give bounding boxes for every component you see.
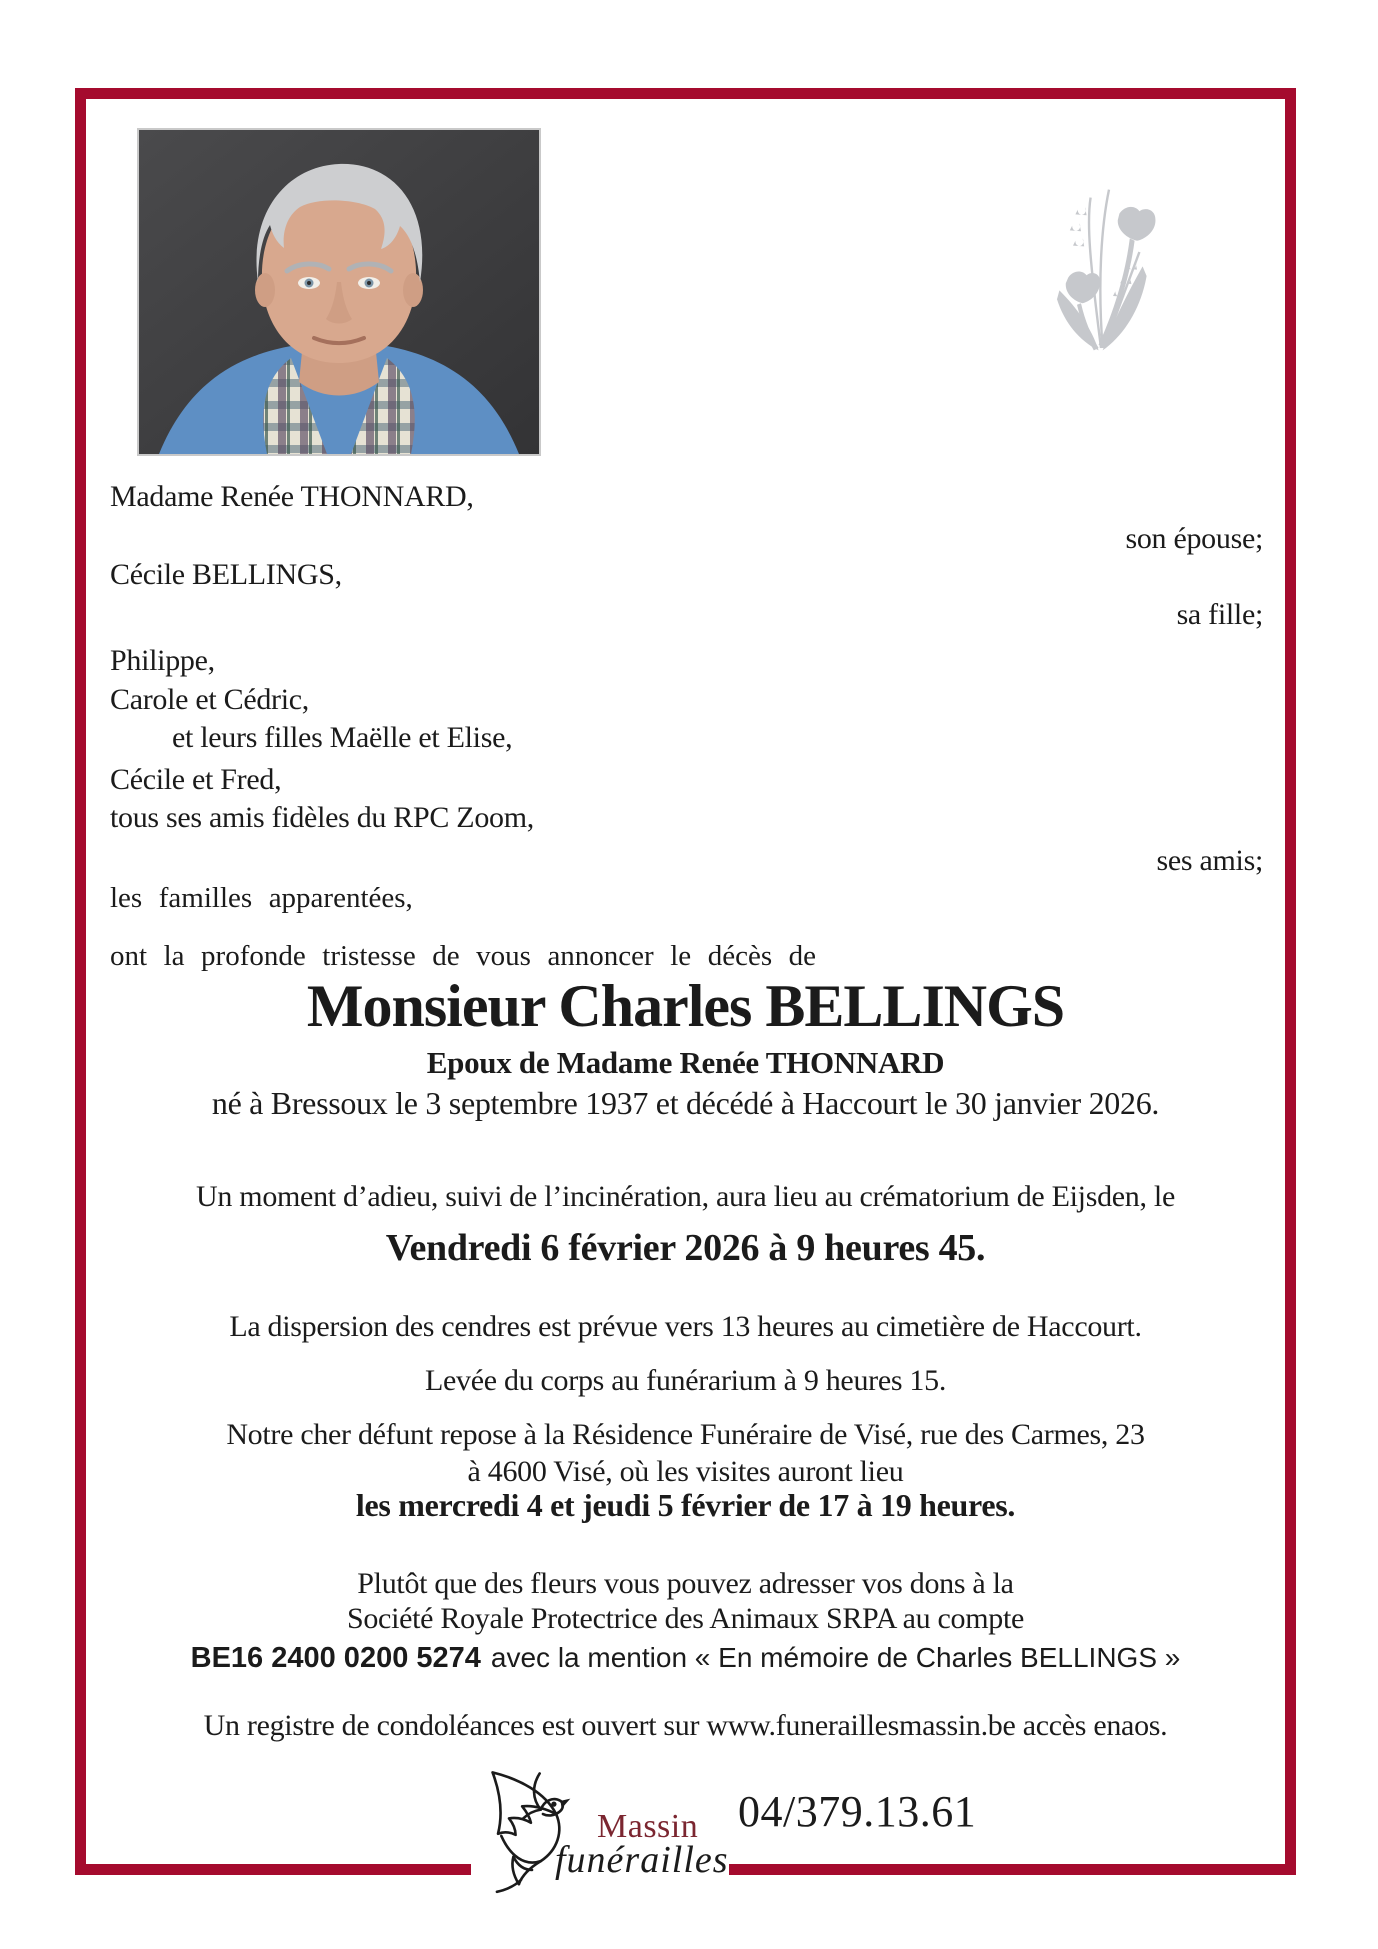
birth-death-line: né à Bressoux le 3 septembre 1937 et décédé à Haccourt le 30 janvier 2026.	[211, 1085, 1160, 1121]
register-line: Un registre de condoléances est ouvert sur www.funeraillesmassin.be accès enaos.	[203, 1709, 1168, 1742]
funeral-home-logo	[471, 1766, 729, 1896]
portrait-photo	[137, 128, 541, 456]
phone-number: 04/379.13.61	[738, 1787, 977, 1836]
account-line	[86, 1643, 1285, 1675]
repose-line-2: à 4600 Visé, où les visites auront lieu	[467, 1455, 904, 1488]
relation-label: sa fille;	[1176, 598, 1263, 631]
relative-line: Philippe,	[110, 644, 215, 677]
relative-line: tous ses amis fidèles du RPC Zoom,	[110, 801, 534, 834]
relative-line: Carole et Cédric,	[110, 683, 309, 716]
spouse-line: Epoux de Madame Renée THONNARD	[426, 1045, 945, 1080]
repose-line-1: Notre cher défunt repose à la Résidence Funéraire de Visé, rue des Carmes, 23	[226, 1418, 1145, 1451]
intro-line: ont la profonde tristesse de vous annoncer le décès de	[110, 940, 817, 972]
visits-line: les mercredi 4 et jeudi 5 février de 17 à 19 heures.	[355, 1487, 1016, 1523]
relation-label: son épouse;	[1125, 522, 1263, 555]
brand-name: Massin	[597, 1808, 699, 1845]
brand-subtitle: funérailles	[555, 1839, 729, 1881]
ceremony-intro-line: Un moment d’adieu, suivi de l’incinération, aura lieu au crématorium de Eijsden, le	[196, 1180, 1175, 1213]
donation-line-1: Plutôt que des fleurs vous pouvez adresser vos dons à la	[357, 1567, 1014, 1600]
relative-line: et leurs filles Maëlle et Elise,	[172, 721, 513, 754]
portrait-illustration	[139, 130, 539, 454]
relative-line: Cécile BELLINGS,	[110, 558, 342, 591]
relative-line: Cécile et Fred,	[110, 763, 282, 796]
relation-label: ses amis;	[1156, 844, 1263, 877]
ashes-line: La dispersion des cendres est prévue vers 13 heures au cimetière de Haccourt.	[229, 1310, 1142, 1343]
ceremony-date-line: Vendredi 6 février 2026 à 9 heures 45.	[385, 1227, 986, 1269]
donation-line-2: Société Royale Protectrice des Animaux SRPA au compte	[346, 1602, 1025, 1635]
floral-ornament-icon	[1045, 172, 1165, 372]
levee-line: Levée du corps au funérarium à 9 heures 15.	[424, 1364, 947, 1397]
relative-line: Madame Renée THONNARD,	[110, 480, 474, 513]
account-number: BE16 2400 0200 5274	[190, 1642, 481, 1674]
account-mention: avec la mention « En mémoire de Charles BELLINGS »	[490, 1642, 1181, 1673]
deceased-name: Monsieur Charles BELLINGS	[306, 973, 1065, 1039]
relative-line: les familles apparentées,	[110, 882, 413, 914]
